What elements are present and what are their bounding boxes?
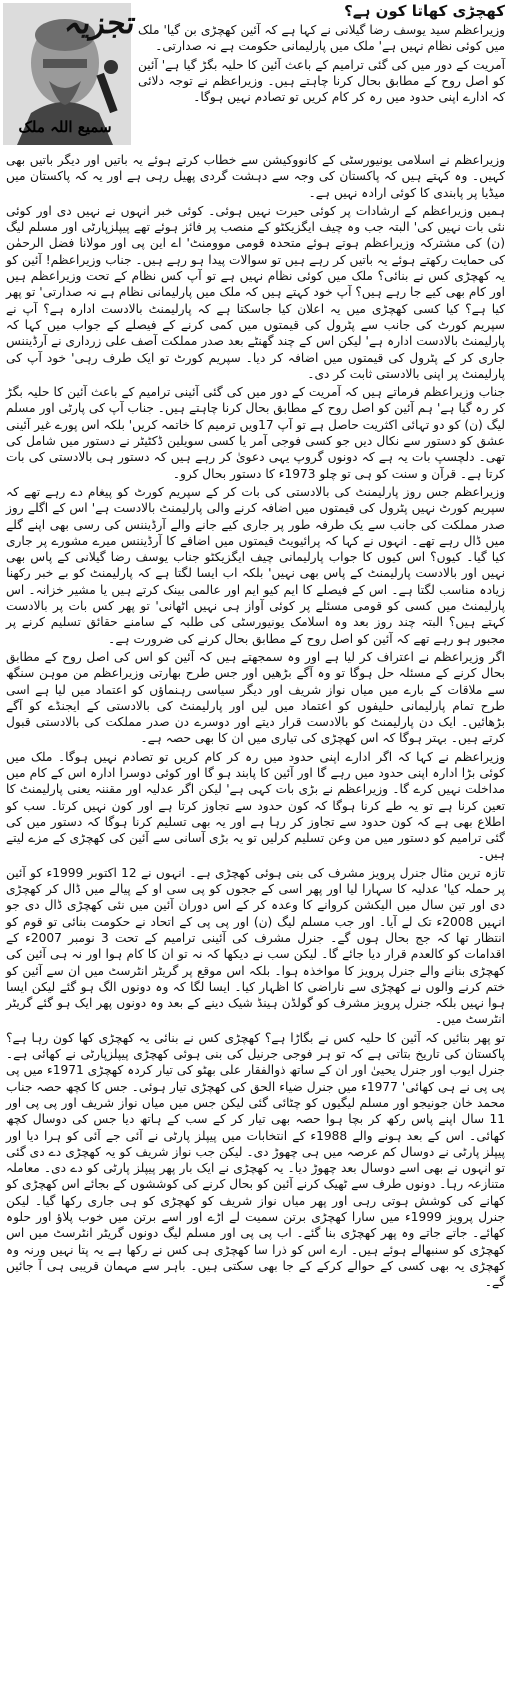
body-paragraph: ہمیں وزیراعظم کے ارشادات پر کوئی حیرت نہیں ہوئی۔ کوئی خبر انہوں نے نہیں دی اور کوئی نئی بات نہیں کی' البتہ جب وہ چیف ایگزیکٹو کے منصب پر فائز ہوئے تھے پیپلزپارٹی اور مسلم لیگ (ن) کی مشترکہ وزیراعظم ہوتے ہوئے متحدہ قومی موومنٹ' اے این پی اور مولانا فضل الرحمٰن کی حمایت رکھتے ہوئے یہ باتیں کر رہے ہیں تو سوالات پیدا ہو رہے ہیں۔ جناب وزیراعظم! آئین کو یہ کھچڑی کس نے بنائی؟ ملک میں کوئی نظام نہیں ہے تو آپ کس نظام کے تحت وزیراعظم ہیں اور کام بھی کیے جا رہے ہیں؟ آپ خود کہتے ہیں کہ ملک میں پارلیمانی نظام ہے نہ صدارتی' تو پھر کیا ہے؟ کیا کسی کھچڑی میں یہ اعلان کیا جاسکتا ہے کہ پارلیمنٹ بالادست ادارہ ہے؟ آپ نے سپریم کورٹ کی جانب سے پٹرول کی قیمتوں میں کمی کرنے کے فیصلے کے جواب میں کہا کہ پارلیمنٹ بالادست ادارہ ہے' لیکن اس کے چند گھنٹے بعد صدر مملکت آصف علی زرداری نے آرڈیننس جاری کر کے پٹرول کی قیمتوں میں اضافہ کر دیا۔ سپریم کورٹ تو ایک طرف رہی' خود آپ کی پارلیمنٹ پر اپنی بالادستی ثابت کر دی۔ bbox=[6, 203, 505, 381]
body-paragraph: جناب وزیراعظم فرماتے ہیں کہ آمریت کے دور میں کی گئی آئینی ترامیم کے باعث آئین کا حلیہ بگڑ کر رہ گیا ہے' ہم آئین کو اصل روح کے مطابق بحال کرنا چاہتے ہیں۔ جناب آپ کی پارٹی اور مسلم لیگ (ن) کو دو تہائی اکثریت حاصل ہے تو آپ 17ویں ترمیم کا خاتمہ کریں' بلکہ اس پورے غیر آئینی عشق کو دستور سے نکال دیں جو کسی فوجی آمر یا کسی سویلین ڈکٹیٹر نے دستور میں شامل کی تھی۔ دلچسپ بات یہ ہے کہ دونوں گروپ یہی دعویٰ کر رہے ہیں کہ دستور ہی بالادستی کی بات کرتا ہے۔ قرآن و سنت کو ہی تو چلو 1973ء کا دستور بحال کرو۔ bbox=[6, 385, 505, 481]
column-brand-title: تجزیہ bbox=[62, 6, 138, 41]
author-name: سمیع اللہ ملک bbox=[18, 118, 112, 136]
intro-column bbox=[138, 22, 505, 107]
body-paragraph: اگر وزیراعظم نے اعتراف کر لیا ہے اور وہ سمجھتے ہیں کہ آئین کو اس کی اصل روح کے مطابق بحال کرنے کے مسئلہ حل ہوگا تو وہ آگے بڑھیں اور جس طرح بھارتی وزیراعظم من موہن سنگھ سے ملاقات کے بارے میں میاں نواز شریف اور دیگر سیاسی رہنماؤں کو اعتماد میں لیا ہے اسی طرح تمام پارلیمانی حلیفوں کو اعتماد میں لیں اور پارلیمنٹ کی بالادستی کے ایجنڈے کو آگے بڑھائیں۔ ایک دن پارلیمنٹ کو بالادست قرار دیتے اور دوسرے دن صدر مملکت کی بالادستی قبول کرتے ہیں۔ بہتر ہوگا کہ اس کھچڑی کی تیاری میں ان کا بھی حصہ ہے۔ bbox=[6, 649, 505, 746]
intro-paragraph: آمریت کے دور میں کی گئی ترامیم کے باعث آئین کا حلیہ بگڑ گیا ہے' آئین کو اصل روح کے مطابق بحال کرنا چاہتے ہیں۔ وزیراعظم نے توجہ دلائی کہ ادارے اپنی حدود میں رہ کر کام کریں تو تصادم نہیں ہوگا۔ bbox=[138, 57, 505, 105]
body-paragraph: وزیراعظم نے اسلامی یونیورسٹی کے کانووکیشن سے خطاب کرتے ہوئے یہ باتیں اور دیگر باتیں بھی کہیں۔ وہ کہتے ہیں کہ پاکستان کی وجہ سے دہشت گردی پھیل رہی ہے اور یہ کہ پاکستان میں میڈیا پر پابندی کا کوئی ارادہ نہیں ہے۔ bbox=[6, 153, 505, 200]
body-column bbox=[6, 152, 505, 1292]
body-paragraph: تازہ ترین مثال جنرل پرویز مشرف کی بنی ہوئی کھچڑی ہے۔ انہوں نے 12 اکتوبر 1999ء کو آئین پر حملہ کیا' عدلیہ کا سہارا لیا اور پھر اسی کے ججوں کو پی سی او کے پیالے میں ڈال کر کھچڑی دی اور تین سال میں الیکشن کروانے کا وعدہ کر کے اس دوران آئین میں نئی کھچڑی ڈال دی جو انہیں 2008ء تک لے آیا۔ اور جب مسلم لیگ (ن) اور پی پی کے اتحاد نے حکومت بنائی تو قوم کو انتظار تھا کہ جج بحال ہوں گے۔ جنرل مشرف کی آئینی ترامیم کے تحت 3 نومبر 2007ء کے اقدامات کو کالعدم قرار دیا جائے گا۔ لیکن سب نے دیکھا کہ نہ تو ان کا کام ہوا اور نہ ہی آئین کی کھچڑی بنانے والے جنرل پرویز کا مواخذہ ہوا۔ بلکہ اس موقع پر گریٹر انٹرسٹ میں ان سے آئین کو ختم کرنے والوں نے کھچڑی سے ناراضی کا اظہار کیا۔ ایسا لگا کہ وہ دونوں الگ ہو گئے لیکن ایسا ہوا نہیں بلکہ جنرل پرویز مشرف کو گولڈن ہینڈ شیک دینے کے بعد وہ دونوں پھر ایک ہو گئے گریٹر انٹرسٹ میں۔ bbox=[6, 865, 506, 1027]
column-headline: کھچڑی کھاتا کون ہے؟ bbox=[344, 2, 505, 20]
body-paragraph: وزیراعظم نے کہا کہ اگر ادارے اپنی حدود میں رہ کر کام کریں تو تصادم نہیں ہوگا۔ ملک میں کوئی بڑا ادارہ اپنی حدود میں رہے گا اور آئین کا پابند ہو گا اور کوئی دوسرا ادارہ اس کے کام میں مداخلت نہیں کرے گا۔ وزیراعظم نے بڑی بات کہی ہے' لیکن اگر عدلیہ اور مقننہ یعنی پارلیمنٹ کا تعین کرنا ہے تو یہ طے کرنا ہوگا کہ کون حدود سے تجاوز کرتا ہے اور کون نہیں کرتا۔ سب کو اطلاع بھی ہے کہ کون حدود سے تجاوز کر رہا ہے اور یہ بھی تسلیم کرنا ہوگا کہ دستور میں کی گئی ترامیم کو دستور میں من وعن تسلیم کرلیں تو یہ بڑی آسانی سے آئین کی کھچڑی کے مزے لیتے ہیں۔ bbox=[6, 749, 505, 862]
body-paragraph: وزیراعظم جس روز پارلیمنٹ کی بالادستی کی بات کر کے سپریم کورٹ کو پیغام دے رہے تھے کہ سپریم کورٹ نہیں پٹرول کی قیمتوں میں اضافہ کرنے والی پارلیمنٹ بالادست ہے' اس کے اگلے روز صدر مملکت کی جانب سے یک طرفہ طور پر جاری کیے جانے والے آرڈیننس کی رسی بھی اپنے گلے میں ڈال رہے تھے۔ انہوں نے کہا کہ پرائیویٹ قیمتوں میں اضافے کا آرڈیننس میرے مشورے پر جاری کیا گیا۔ کیوں؟ اس کیوں کا جواب پارلیمانی چیف ایگزیکٹو جناب یوسف رضا گیلانی کے پاس بھی نہیں اور بالادست پارلیمنٹ کے پاس بھی نہیں' بلکہ اب ایسا لگتا ہے کہ پارلیمنٹ کو بے خبر رکھنا زیادہ مناسب لگتا ہے۔ اس کے فیصلے کا ایم کیو ایم اور عالمی بینک کرتے ہیں یا مشیر خزانہ۔ اس پارلیمنٹ میں کسی کو قومی مسئلے پر کوئی آواز ہی نہیں اٹھانی' تو پھر کس بات پر بالادست کہتے ہیں؟ البتہ چند روز بعد وہ اسلامک یونیورسٹی کی طلبہ کے سامنے حقائق تسلیم کرنے پر مجبور ہو رہے تھے کہ آئین کو اصل روح کے مطابق بحال کرنے کی ضرورت ہے۔ bbox=[6, 484, 505, 646]
intro-paragraph: وزیراعظم سید یوسف رضا گیلانی نے کہا ہے کہ آئین کھچڑی بن گیا' ملک میں کوئی نظام نہیں ہے' ملک میں پارلیمانی حکومت ہے نہ صدارتی۔ bbox=[138, 23, 505, 54]
body-paragraph: تو پھر بتائیں کہ آئین کا حلیہ کس نے بگاڑا ہے؟ کھچڑی کس نے بنائی یہ کھچڑی کھا کون رہا ہے؟ پاکستان کی تاریخ بتاتی ہے کہ تو ہر فوجی جرنیل کی بنی ہوئی کھچڑی پیپلزپارٹی نے کھائی ہے۔ جنرل ایوب اور جنرل یحییٰ اور ان کے ساتھ ذوالفقار علی بھٹو کی تیار کردہ کھچڑی 1971ء میں پی پی پی نے ہی کھائی' 1977ء میں جنرل ضیاء الحق کی کھچڑی تیار ہوئی۔ جس کا کچھ حصہ جناب محمد خان جونیجو اور مسلم لیگیوں کو چٹائی گئی لیکن جس میں میاں نواز شریف اور پی پی اور 11 سال اپنے پاس رکھ کر بچا ہوا حصہ بھی تیار کر کے سب کے ہاتھ دیا جس کی دوسال کچھ کھائی۔ اس کے بعد ہونے والے 1988ء کے انتخابات میں پیپلز پارٹی نے آئی جے آئی کو ہرا دیا اور پیپلز پارٹی نے دوسال کم عرصہ میں ہی چھوڑ دی۔ لیکن جب نواز شریف کو یہ کھچڑی دے دی گئی تو انہوں نے بھی اسے دوسال بعد چھوڑ دیا۔ یہ کھچڑی نے ایک بار پھر پیپلز پارٹی کو دے دی۔ معاملہ متنازعہ رہا۔ دونوں طرف سے ٹھیک کرنے آئین کو بحال کرنے کی کوششوں کے بجائے اس کھچڑی کو کھانے کی کوشش ہوتی رہی اور پھر میاں نواز شریف کو کھچڑی کو ہی جاری رکھا گیا۔ لیکن جنرل پرویز 1999ء میں سارا کھچڑی برتن سمیت لے اڑے اور اسے برتن میں خوب پلاؤ اور حلوہ کھائے۔ جاتے جاتے وہ پھر کھچڑی بنا گئے۔ اب پی پی اور مسلم لیگ دونوں گریٹر انٹرسٹ میں اس کھچڑی کو سنبھالے ہوئے ہیں۔ ارے اس کو ذرا سا کھچڑی ہی کس نے رکھا ہے یہ پتا نہیں ورنہ وہ کھچڑی یہ بھی کسی کے حوالے کرکے کے جا بھی سکتی ہیں۔ باہر سے مہمان قریبی ہی آ جائیں گے۔ bbox=[6, 1030, 505, 1290]
